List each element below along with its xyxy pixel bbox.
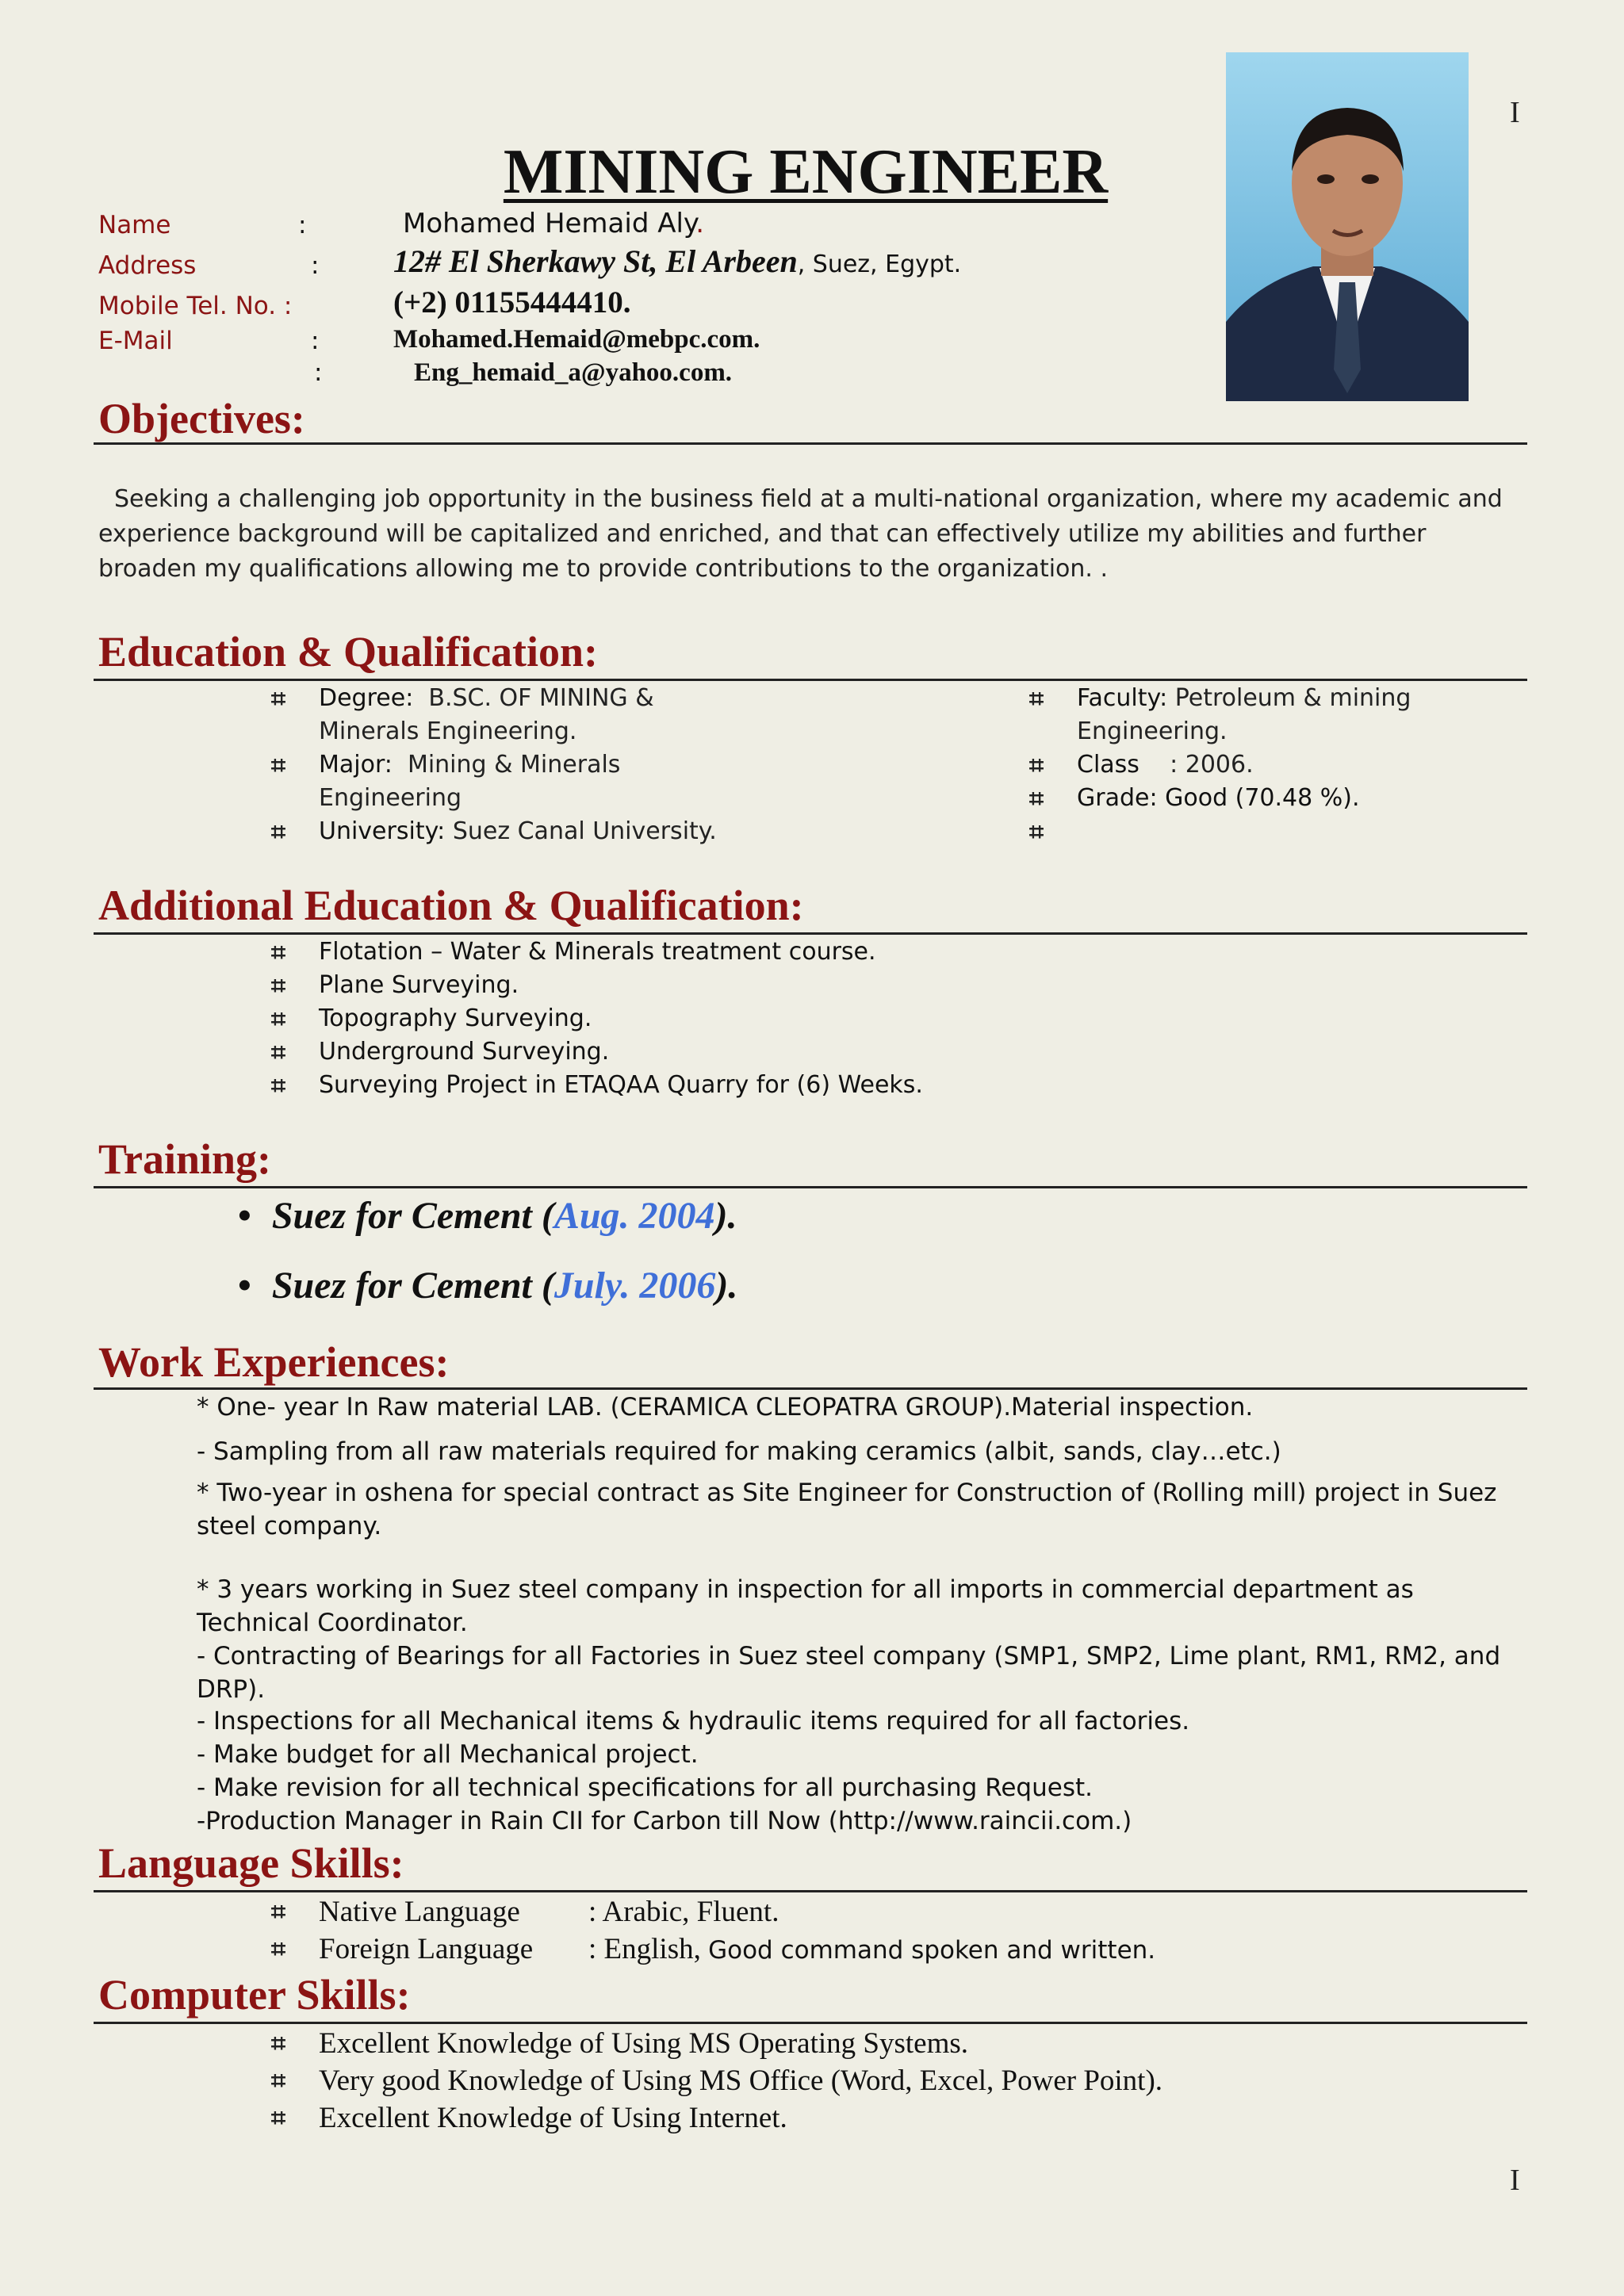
bullet-icon: ⌗	[271, 2103, 286, 2132]
computer-list	[271, 2025, 1461, 2137]
list-item	[271, 1002, 1461, 1035]
language-value: : Arabic, Fluent.	[588, 1896, 779, 1928]
email-value-1: Mohamed.Hemaid@mebpc.com.	[393, 325, 760, 354]
work-line-9: -Production Manager in Rain CII for Carbon till Now (http://www.raincii.com.)	[197, 1807, 1132, 1835]
bullet-icon: ⌗	[271, 1897, 286, 1926]
language-extra: Good command spoken and written.	[708, 1936, 1156, 1965]
degree-label: Degree:	[319, 684, 414, 712]
language-heading: Language Skills:	[98, 1839, 404, 1887]
list-item-text: Excellent Knowledge of Using MS Operating Systems.	[319, 2027, 969, 2060]
additional-education-rule	[94, 932, 1527, 935]
education-degree	[271, 682, 763, 748]
bullet-dot-icon: •	[238, 1265, 251, 1307]
work-line-3: * Two-year in oshena for special contract as Site Engineer for Construction of (Rolling mill) project in Suez steel company.	[197, 1479, 1497, 1540]
work-line-4: * 3 years working in Suez steel company in inspection for all imports in commercial department as Technical Coordinator.	[197, 1575, 1414, 1637]
work-line-5: - Contracting of Bearings for all Factories in Suez steel company (SMP1, SMP2, Lime plant, RM1, RM2, and DRP).	[197, 1642, 1501, 1704]
list-item	[271, 2062, 1461, 2099]
list-item	[271, 969, 1461, 1002]
objectives-heading: Objectives:	[98, 395, 305, 442]
education-left-list	[271, 682, 763, 848]
computer-heading: Computer Skills:	[98, 1971, 411, 2019]
mobile-label: Mobile Tel. No. :	[98, 292, 293, 320]
list-item	[271, 1035, 1461, 1069]
bullet-icon: ⌗	[271, 750, 286, 780]
bullet-icon: ⌗	[271, 1070, 286, 1100]
profile-photo-illustration	[1226, 52, 1469, 401]
education-empty-item	[1029, 815, 1473, 848]
bullet-icon: ⌗	[271, 1037, 286, 1067]
list-item-text: Surveying Project in ETAQAA Quarry for (6) Weeks.	[319, 1071, 923, 1099]
list-item-text: Excellent Knowledge of Using Internet.	[319, 2102, 787, 2134]
education-right-list	[1029, 682, 1473, 848]
name-value	[403, 208, 704, 239]
list-item	[271, 2025, 1461, 2062]
address-label: Address	[98, 251, 197, 280]
bullet-icon: ⌗	[271, 970, 286, 1001]
education-heading: Education & Qualification:	[98, 628, 599, 675]
email-colon-1: :	[311, 327, 320, 355]
class-label: Class	[1077, 751, 1139, 779]
bullet-icon: ⌗	[271, 2029, 286, 2057]
work-heading: Work Experiences:	[98, 1338, 450, 1386]
faculty-value: Petroleum & mining	[1174, 684, 1411, 712]
email-label: E-Mail	[98, 327, 173, 355]
email-value-2: Eng_hemaid_a@yahoo.com.	[414, 358, 733, 387]
page-title: MINING ENGINEER	[503, 137, 1109, 207]
email-colon-2: :	[314, 358, 323, 387]
training-rule	[94, 1186, 1527, 1188]
bullet-icon: ⌗	[1029, 817, 1044, 847]
education-class	[1029, 748, 1473, 782]
address-value	[393, 243, 962, 284]
bullet-icon: ⌗	[1029, 750, 1044, 780]
education-university	[271, 815, 763, 848]
education-major	[271, 748, 763, 815]
address-colon: :	[311, 251, 320, 280]
bullet-icon: ⌗	[271, 2066, 286, 2095]
work-line-2: - Sampling from all raw materials required for making ceramics (albit, sands, clay…etc.)	[197, 1437, 1281, 1466]
work-line-6: - Inspections for all Mechanical items & hydraulic items required for all factories.	[197, 1707, 1190, 1735]
list-item-text: Flotation – Water & Minerals treatment course.	[319, 938, 876, 966]
name-period: .	[695, 208, 705, 239]
language-list	[271, 1893, 1461, 1969]
list-item	[271, 1893, 1461, 1931]
list-item	[271, 1931, 1461, 1969]
faculty-value-2: Engineering.	[1077, 718, 1228, 745]
bullet-icon: ⌗	[1029, 683, 1044, 714]
training-suffix: ).	[715, 1265, 738, 1307]
additional-education-heading: Additional Education & Qualification:	[98, 882, 804, 929]
work-line-7: - Make budget for all Mechanical project.	[197, 1740, 699, 1769]
bullet-icon: ⌗	[271, 1934, 286, 1963]
training-date: Aug. 2004	[553, 1195, 715, 1237]
profile-photo	[1226, 52, 1469, 401]
objectives-text: Seeking a challenging job opportunity in the business field at a multi-national organization, where my academic and experience background will be capitalized and enriched, and that can effectively utilize my abilities and further broaden my qualifications allowing me to provide contributions to the organization. .	[98, 485, 1503, 583]
list-item	[271, 936, 1461, 969]
list-item	[271, 1069, 1461, 1102]
computer-rule	[94, 2022, 1527, 2024]
language-label: Native Language	[319, 1896, 520, 1928]
bullet-icon: ⌗	[271, 817, 286, 847]
list-item-text: Very good Knowledge of Using MS Office (Word, Excel, Power Point).	[319, 2064, 1163, 2097]
bullet-dot-icon: •	[238, 1195, 251, 1237]
training-heading: Training:	[98, 1135, 272, 1183]
class-value: : 2006.	[1170, 751, 1254, 779]
work-line-1: * One- year In Raw material LAB. (CERAMICA CLEOPATRA GROUP).Material inspection.	[197, 1393, 1254, 1422]
objectives-rule	[94, 442, 1527, 445]
training-date: July. 2006	[553, 1265, 716, 1307]
work-line-8: - Make revision for all technical specifications for all purchasing Request.	[197, 1774, 1093, 1802]
training-name: Suez for Cement (	[271, 1195, 554, 1237]
training-item-2	[238, 1262, 737, 1310]
education-grade	[1029, 782, 1473, 815]
training-item-1	[238, 1192, 737, 1240]
major-label: Major:	[319, 751, 393, 779]
bullet-icon: ⌗	[1029, 783, 1044, 813]
page-number-bottom: I	[1510, 2164, 1520, 2197]
language-value: : English,	[588, 1933, 701, 1965]
grade-label: Grade: Good (70.48 %).	[1077, 784, 1360, 812]
training-name: Suez for Cement (	[271, 1265, 554, 1307]
training-suffix: ).	[714, 1195, 737, 1237]
address-city: , Suez, Egypt.	[797, 251, 962, 278]
name-label: Name	[98, 211, 171, 239]
bullet-icon: ⌗	[271, 683, 286, 714]
university-value: Suez Canal University.	[452, 817, 717, 845]
language-rule	[94, 1890, 1527, 1892]
name-text: Mohamed Hemaid Aly	[403, 208, 696, 239]
list-item	[271, 2099, 1461, 2137]
major-value-2: Engineering	[319, 784, 462, 812]
page-number-top: I	[1510, 96, 1520, 129]
list-item-text: Plane Surveying.	[319, 971, 519, 999]
degree-value-2: Minerals Engineering.	[319, 718, 577, 745]
additional-education-list	[271, 936, 1461, 1102]
major-value: Mining & Minerals	[407, 751, 621, 779]
education-faculty	[1029, 682, 1473, 748]
university-label: University:	[319, 817, 446, 845]
bullet-icon: ⌗	[271, 1004, 286, 1034]
faculty-label: Faculty:	[1077, 684, 1168, 712]
list-item-text: Underground Surveying.	[319, 1038, 610, 1066]
bullet-icon: ⌗	[271, 937, 286, 967]
degree-value: B.SC. OF MINING &	[428, 684, 654, 712]
list-item-text: Topography Surveying.	[319, 1004, 592, 1032]
mobile-value: (+2) 01155444410.	[393, 285, 631, 320]
name-colon: :	[298, 211, 307, 239]
work-rule	[94, 1387, 1527, 1390]
language-label: Foreign Language	[319, 1933, 534, 1965]
education-rule	[94, 679, 1527, 681]
address-street: 12# El Sherkawy St, El Arbeen	[393, 243, 798, 279]
